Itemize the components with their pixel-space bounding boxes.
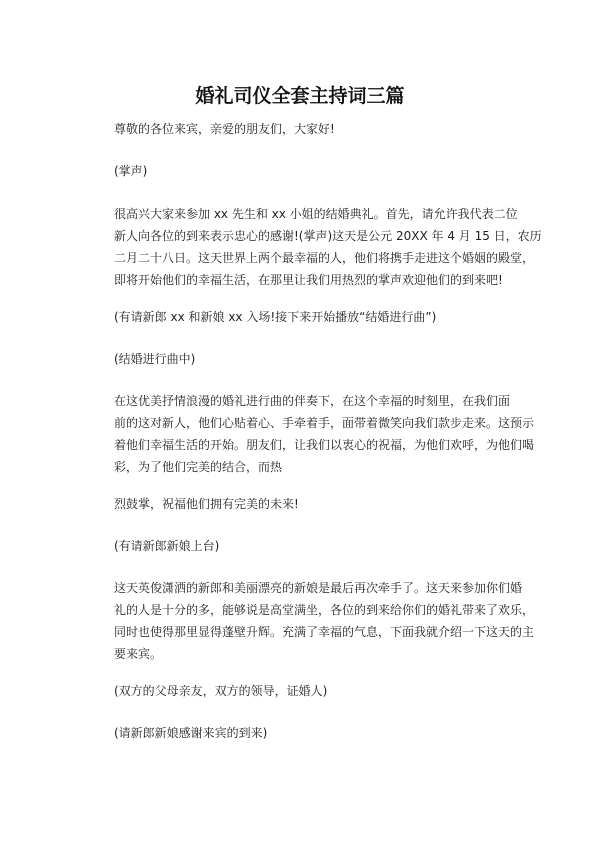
paragraph-greeting: [114, 118, 496, 140]
paragraph-procession: [114, 390, 535, 478]
paragraph-line: (结婚进行曲中): [114, 352, 196, 366]
paragraph-entrance: [114, 306, 496, 328]
paragraph-line: 很高兴大家来参加 xx 先生和 xx 小姐的结婚典礼。首先，请允许我代表二位: [114, 207, 518, 221]
paragraph-line: 即将开始他们的幸福生活，在那里让我们用热烈的掌声欢迎他们的到来吧!: [114, 273, 503, 287]
paragraph-line: 同时也使得那里显得蓬壁升辉。充满了幸福的气息，下面我就介绍一下这天的主: [114, 625, 535, 639]
paragraph-line: (掌声): [114, 164, 148, 178]
paragraph-line: 彩，为了他们完美的结合，而热: [114, 460, 283, 474]
paragraph-line: 烈鼓掌，祝福他们拥有完美的未来!: [114, 497, 299, 511]
paragraph-line: 要来宾。: [114, 647, 163, 661]
paragraph-line: 在这优美抒情浪漫的婚礼进行曲的伴奏下，在这个幸福的时刻里，在我们面: [114, 394, 511, 408]
paragraph-line: 着他们幸福生活的开始。朋友们，让我们以衷心的祝福，为他们欢呼，为他们喝: [114, 438, 535, 452]
paragraph-blessing: [114, 493, 496, 515]
paragraph-opening: [114, 203, 542, 291]
paragraph-line: 前的这对新人，他们心贴着心、手牵着手，面带着微笑向我们款步走来。这预示: [114, 416, 535, 430]
paragraph-line: (双方的父母亲友，双方的领导，证婚人): [114, 684, 328, 698]
paragraph-line: (请新郎新娘感谢来宾的到来): [114, 726, 268, 740]
paragraph-line: 新人向各位的到来表示忠心的感谢!(掌声)这天是公元 20XX 年 4 月 15 日，农历: [114, 229, 542, 243]
paragraph-line: (有请新郎新娘上台): [114, 539, 220, 553]
paragraph-stage: [114, 535, 496, 557]
paragraph-couple: [114, 577, 535, 665]
paragraph-thanks: [114, 722, 496, 744]
paragraph-march: [114, 348, 496, 370]
paragraph-line: (有请新郎 xx 和新娘 xx 入场!接下来开始播放“结婚进行曲”): [114, 310, 437, 324]
paragraph-line: 尊敬的各位来宾，亲爱的朋友们，大家好!: [114, 122, 335, 136]
paragraph-applause: [114, 160, 496, 182]
paragraph-guests: [114, 680, 496, 702]
paragraph-line: 礼的人是十分的多，能够说是高堂满坐，各位的到来给你们的婚礼带来了欢乐，: [114, 603, 535, 617]
document-title: 婚礼司仪全套主持词三篇: [195, 85, 405, 107]
paragraph-line: 这天英俊潇洒的新郎和美丽漂亮的新娘是最后再次牵手了。这天来参加你们婚: [114, 581, 523, 595]
paragraph-line: 二月二十八日。这天世界上两个最幸福的人，他们将携手走进这个婚姻的殿堂，: [114, 251, 535, 265]
